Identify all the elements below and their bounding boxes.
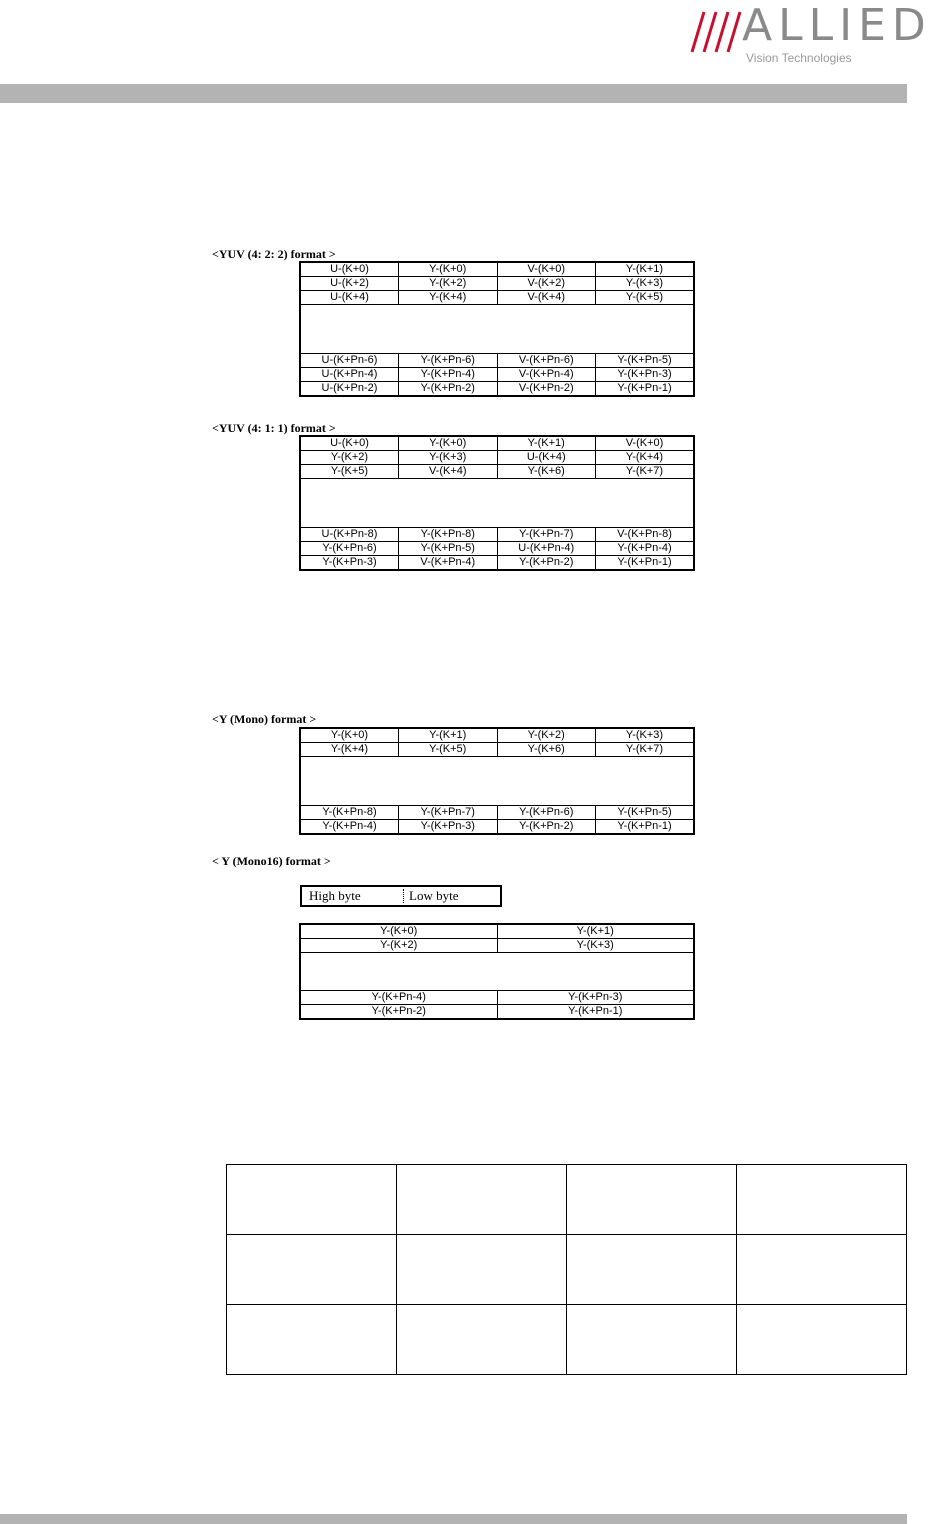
memory-cell: Y-(K+5) bbox=[399, 743, 498, 757]
memory-cell: Y-(K+Pn-1) bbox=[596, 820, 695, 835]
memory-cell: U-(K+Pn-4) bbox=[300, 368, 399, 382]
memory-cell: Y-(K+0) bbox=[300, 924, 497, 939]
memory-cell: V-(K+Pn-4) bbox=[399, 556, 498, 571]
memory-cell: Y-(K+Pn-2) bbox=[497, 556, 596, 571]
table-gap-row bbox=[300, 479, 694, 528]
table-row bbox=[300, 743, 694, 757]
high-byte-label: High byte bbox=[309, 888, 361, 903]
memory-cell: Y-(K+Pn-6) bbox=[497, 806, 596, 820]
memory-cell: Y-(K+2) bbox=[300, 939, 497, 953]
memory-cell: Y-(K+Pn-3) bbox=[399, 820, 498, 835]
mono16-table bbox=[299, 923, 695, 1020]
footer-bar bbox=[0, 1514, 907, 1524]
memory-cell: Y-(K+Pn-5) bbox=[596, 806, 695, 820]
byte-separator bbox=[403, 889, 404, 903]
memory-cell: Y-(K+0) bbox=[399, 436, 498, 451]
memory-cell: Y-(K+1) bbox=[497, 924, 694, 939]
memory-cell: Y-(K+Pn-3) bbox=[300, 556, 399, 571]
memory-cell: U-(K+4) bbox=[300, 291, 399, 305]
logo-text: ALLIED bbox=[742, 0, 932, 51]
memory-cell: Y-(K+Pn-3) bbox=[596, 368, 695, 382]
memory-cell: Y-(K+4) bbox=[399, 291, 498, 305]
table-row bbox=[300, 924, 694, 939]
memory-cell: Y-(K+2) bbox=[497, 728, 596, 743]
memory-cell: Y-(K+5) bbox=[596, 291, 695, 305]
table-gap-row bbox=[300, 305, 694, 354]
memory-cell: Y-(K+4) bbox=[300, 743, 399, 757]
memory-cell: Y-(K+5) bbox=[300, 465, 399, 479]
memory-cell: U-(K+Pn-2) bbox=[300, 382, 399, 397]
memory-cell: Y-(K+Pn-4) bbox=[300, 820, 399, 835]
memory-cell: Y-(K+Pn-7) bbox=[497, 528, 596, 542]
table-gap-row bbox=[300, 953, 694, 991]
table-row bbox=[300, 382, 694, 397]
memory-cell: Y-(K+Pn-3) bbox=[497, 991, 694, 1005]
memory-cell: Y-(K+2) bbox=[300, 451, 399, 465]
logo-slashes-icon bbox=[690, 10, 742, 54]
memory-cell: Y-(K+Pn-8) bbox=[399, 528, 498, 542]
table-cell bbox=[567, 1165, 737, 1235]
table-row bbox=[300, 368, 694, 382]
table-cell bbox=[567, 1235, 737, 1305]
memory-cell: Y-(K+7) bbox=[596, 743, 695, 757]
yuv411-table bbox=[299, 435, 695, 571]
table-cell bbox=[397, 1305, 567, 1375]
table-row bbox=[300, 262, 694, 277]
memory-cell: Y-(K+Pn-1) bbox=[596, 382, 695, 397]
header-bar bbox=[0, 84, 907, 103]
memory-cell: Y-(K+0) bbox=[399, 262, 498, 277]
memory-cell: Y-(K+Pn-8) bbox=[300, 806, 399, 820]
memory-cell: Y-(K+Pn-4) bbox=[300, 991, 497, 1005]
gap-cell bbox=[300, 757, 694, 806]
memory-cell: Y-(K+Pn-1) bbox=[596, 556, 695, 571]
table-row bbox=[300, 291, 694, 305]
table-row bbox=[300, 354, 694, 368]
table-cell bbox=[737, 1305, 907, 1375]
table-row bbox=[300, 806, 694, 820]
table-row bbox=[300, 991, 694, 1005]
memory-cell: Y-(K+Pn-6) bbox=[399, 354, 498, 368]
memory-cell: Y-(K+Pn-1) bbox=[497, 1005, 694, 1020]
empty-grid-table bbox=[226, 1164, 907, 1375]
memory-cell: Y-(K+3) bbox=[596, 728, 695, 743]
low-byte-label: Low byte bbox=[409, 888, 459, 903]
memory-cell: U-(K+2) bbox=[300, 277, 399, 291]
table-row bbox=[300, 556, 694, 571]
table-row bbox=[227, 1235, 907, 1305]
memory-cell: V-(K+2) bbox=[497, 277, 596, 291]
table-cell bbox=[227, 1165, 397, 1235]
table-row bbox=[300, 436, 694, 451]
table-row bbox=[300, 1005, 694, 1020]
gap-cell bbox=[300, 305, 694, 354]
table-row bbox=[227, 1305, 907, 1375]
yuv422-title: <YUV (4: 2: 2) format > bbox=[212, 247, 336, 261]
memory-cell: Y-(K+Pn-4) bbox=[399, 368, 498, 382]
memory-cell: Y-(K+Pn-6) bbox=[300, 542, 399, 556]
memory-cell: Y-(K+2) bbox=[399, 277, 498, 291]
table-cell bbox=[737, 1165, 907, 1235]
table-row bbox=[300, 465, 694, 479]
memory-cell: Y-(K+Pn-5) bbox=[399, 542, 498, 556]
table-cell bbox=[567, 1305, 737, 1375]
memory-cell: V-(K+Pn-4) bbox=[497, 368, 596, 382]
memory-cell: Y-(K+1) bbox=[399, 728, 498, 743]
table-cell bbox=[227, 1235, 397, 1305]
memory-cell: Y-(K+3) bbox=[596, 277, 695, 291]
memory-cell: Y-(K+Pn-4) bbox=[596, 542, 695, 556]
table-cell bbox=[737, 1235, 907, 1305]
table-cell bbox=[227, 1305, 397, 1375]
memory-cell: Y-(K+3) bbox=[497, 939, 694, 953]
memory-cell: Y-(K+4) bbox=[596, 451, 695, 465]
gap-cell bbox=[300, 953, 694, 991]
memory-cell: V-(K+0) bbox=[497, 262, 596, 277]
memory-cell: Y-(K+3) bbox=[399, 451, 498, 465]
allied-logo bbox=[690, 0, 932, 68]
memory-cell: V-(K+0) bbox=[596, 436, 695, 451]
memory-cell: U-(K+0) bbox=[300, 262, 399, 277]
yuv411-title: <YUV (4: 1: 1) format > bbox=[212, 421, 336, 435]
memory-cell: Y-(K+1) bbox=[497, 436, 596, 451]
memory-cell: U-(K+Pn-4) bbox=[497, 542, 596, 556]
memory-cell: Y-(K+1) bbox=[596, 262, 695, 277]
table-gap-row bbox=[300, 757, 694, 806]
table-row bbox=[300, 939, 694, 953]
table-row bbox=[300, 451, 694, 465]
memory-cell: Y-(K+Pn-2) bbox=[300, 1005, 497, 1020]
memory-cell: V-(K+Pn-2) bbox=[497, 382, 596, 397]
mono16-title: < Y (Mono16) format > bbox=[212, 854, 331, 868]
memory-cell: U-(K+Pn-6) bbox=[300, 354, 399, 368]
memory-cell: U-(K+0) bbox=[300, 436, 399, 451]
mono-title: <Y (Mono) format > bbox=[212, 712, 317, 726]
memory-cell: V-(K+4) bbox=[399, 465, 498, 479]
byte-order-box bbox=[300, 885, 502, 907]
memory-cell: V-(K+4) bbox=[497, 291, 596, 305]
table-row bbox=[300, 542, 694, 556]
memory-cell: Y-(K+7) bbox=[596, 465, 695, 479]
table-row bbox=[300, 528, 694, 542]
memory-cell: Y-(K+Pn-2) bbox=[399, 382, 498, 397]
table-row bbox=[300, 820, 694, 835]
memory-cell: V-(K+Pn-6) bbox=[497, 354, 596, 368]
mono-table bbox=[299, 727, 695, 835]
memory-cell: Y-(K+Pn-7) bbox=[399, 806, 498, 820]
gap-cell bbox=[300, 479, 694, 528]
memory-cell: U-(K+Pn-8) bbox=[300, 528, 399, 542]
yuv422-table bbox=[299, 261, 695, 397]
memory-cell: Y-(K+0) bbox=[300, 728, 399, 743]
table-cell bbox=[397, 1165, 567, 1235]
table-row bbox=[300, 277, 694, 291]
table-row bbox=[300, 728, 694, 743]
memory-cell: Y-(K+6) bbox=[497, 465, 596, 479]
table-row bbox=[227, 1165, 907, 1235]
memory-cell: Y-(K+Pn-2) bbox=[497, 820, 596, 835]
logo-subtext: Vision Technologies bbox=[746, 51, 852, 65]
memory-cell: Y-(K+6) bbox=[497, 743, 596, 757]
memory-cell: U-(K+4) bbox=[497, 451, 596, 465]
memory-cell: V-(K+Pn-8) bbox=[596, 528, 695, 542]
table-cell bbox=[397, 1235, 567, 1305]
memory-cell: Y-(K+Pn-5) bbox=[596, 354, 695, 368]
